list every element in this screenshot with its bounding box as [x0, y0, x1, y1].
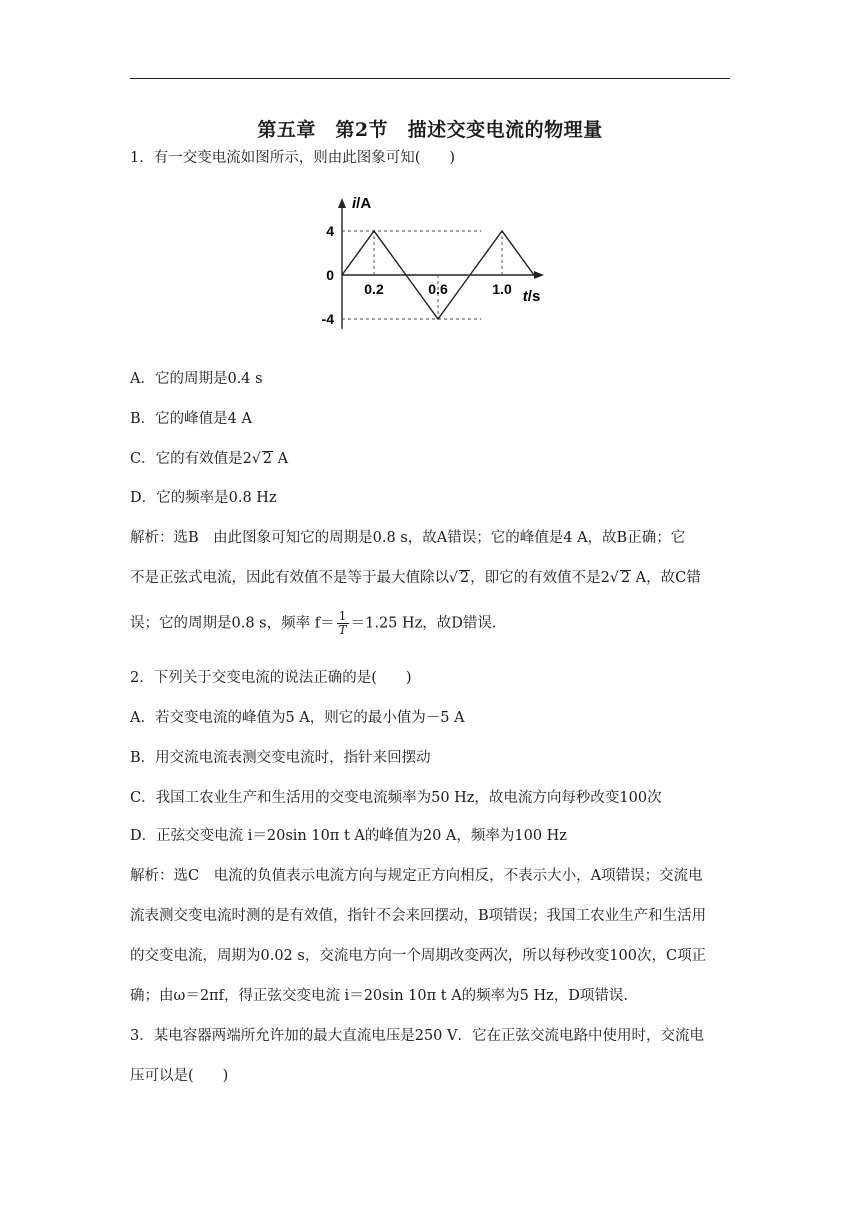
fraction-1-over-t: $\frac{1}{T}$	[338, 609, 347, 637]
q2-option-a: A．若交变电流的峰值为5 A，则它的最小值为－5 A	[130, 710, 465, 726]
q1-analysis-line2: 不是正弦式电流，因此有效值不是等于最大值除以√ 2，即它的有效值不是2√ 2 A，故C错	[130, 570, 701, 586]
current-time-graph	[310, 190, 570, 340]
q3-stem-line1: 3．某电容器两端所允许加的最大直流电压是250 V．它在正弦交流电路中使用时，交流电	[130, 1028, 704, 1044]
q1-option-a: A．它的周期是0.4 s	[130, 371, 263, 387]
q2-option-c: C．我国工农业生产和生活用的交变电流频率为50 Hz，故电流方向每秒改变100次	[130, 790, 662, 806]
q2-analysis-line1: 解析：选C 电流的负值表示电流方向与规定正方向相反，不表示大小，A项错误；交流电	[130, 868, 703, 884]
q2-analysis-line3: 的交变电流，周期为0.02 s，交流电方向一个周期改变两次，所以每秒改变100次，C项正	[130, 948, 707, 964]
y-tick-label: 4	[326, 223, 334, 239]
x-axis-arrow	[534, 271, 544, 279]
q2-stem: 2．下列关于交变电流的说法正确的是( )	[130, 670, 412, 686]
q1-option-b: B．它的峰值是4 A	[130, 411, 252, 427]
q2-analysis-line2: 流表测交变电流时测的是有效值，指针不会来回摆动，B项错误；我国工农业生产和生活用	[130, 908, 707, 924]
x-tick-label: 1.0	[492, 281, 512, 297]
q1-analysis-line1: 解析：选B 由此图象可知它的周期是0.8 s，故A错误；它的峰值是4 A，故B正确；它	[130, 530, 686, 546]
y-axis-label: i/A	[352, 195, 372, 212]
q3-stem-line2: 压可以是( )	[130, 1068, 229, 1084]
x-tick-label: 0.6	[428, 281, 448, 297]
q1-stem: 1．有一交变电流如图所示，则由此图象可知( )	[130, 150, 456, 166]
x-tick-label: 0.2	[364, 281, 384, 297]
q2-analysis-line4: 确；由ω＝2πf，得正弦交变电流 i＝20sin 10π t A的频率为5 Hz，D项错误.	[130, 988, 629, 1004]
header-rule	[130, 78, 730, 79]
q2-option-d: D．正弦交变电流 i＝20sin 10π t A的峰值为20 A，频率为100 Hz	[130, 828, 567, 844]
q1-option-d: D．它的频率是0.8 Hz	[130, 490, 277, 506]
x-axis-label: t/s	[522, 288, 541, 305]
q2-option-b: B．用交流电流表测交变电流时，指针来回摆动	[130, 750, 431, 766]
q1-option-c: C．它的有效值是2√ 2 A	[130, 451, 289, 467]
y-axis-arrow	[338, 198, 346, 208]
page-title: 第五章 第2节 描述交变电流的物理量	[257, 119, 603, 141]
y-tick-label: -4	[321, 311, 334, 327]
q1-analysis-line3: 误；它的周期是0.8 s，频率 f＝ $\frac{1}{T}$ ＝1.25 Hz，故D错误.	[130, 609, 497, 637]
y-tick-label: 0	[326, 267, 334, 283]
